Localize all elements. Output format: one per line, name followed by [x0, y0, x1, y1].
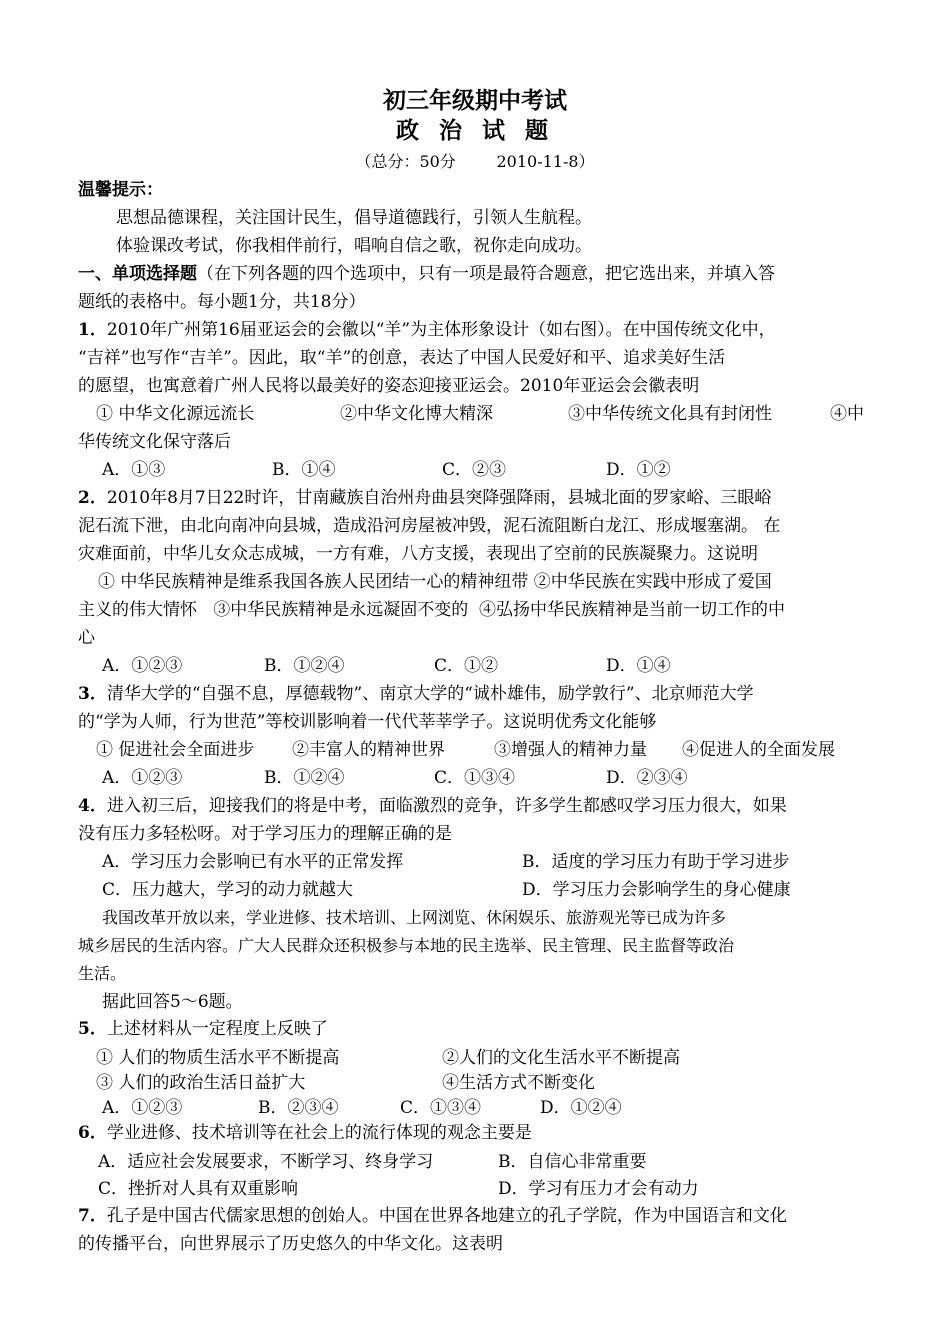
option-b[interactable]: B．①②④ [264, 768, 345, 788]
option-c[interactable]: C．②③ [442, 460, 507, 480]
section-instruction-cont: 题纸的表格中。每小题1分，共18分） [78, 292, 366, 312]
option-c[interactable]: C．挫折对人具有双重影响 [98, 1179, 299, 1199]
option-a[interactable]: A．适应社会发展要求，不断学习、终身学习 [98, 1152, 434, 1172]
section-title: 一、单项选择题 [78, 264, 197, 284]
question-5-stem [78, 1016, 880, 1044]
statement: ②中华文化博大精深 [340, 404, 493, 424]
question-1-number: 1． [78, 320, 107, 340]
option-a[interactable]: A．①③ [102, 460, 166, 480]
statement: ②人们的文化生活水平不断提高 [442, 1048, 680, 1068]
question-2-statement: 主义的伟大情怀 ③中华民族精神是永远凝固不变的 ④弘扬中华民族精神是当前一切工作的中 [78, 600, 786, 620]
option-a[interactable]: A．①②③ [102, 1098, 183, 1118]
question-4-line: 没有压力多轻松呀。对于学习压力的理解正确的是 [78, 824, 452, 844]
option-d[interactable]: D．①②④ [540, 1098, 622, 1118]
question-6-options-row2 [78, 1175, 880, 1202]
option-b[interactable]: B．适度的学习压力有助于学习进步 [522, 852, 790, 872]
question-2-statement: ① 中华民族精神是维系我国各族人民团结一心的精神纽带 ②中华民族在实践中形成了爱国 [98, 572, 772, 592]
material-line: 生活。 [78, 964, 127, 983]
statement: ① 中华文化源远流长 [96, 404, 255, 424]
question-2-stem [78, 484, 880, 512]
option-d[interactable]: D．②③④ [606, 768, 688, 788]
question-2-line: 2010年8月7日22时许，甘南藏族自治州舟曲县突降强降雨，县城北面的罗家峪、三眼峪 [106, 488, 772, 508]
option-d[interactable]: D．学习有压力才会有动力 [498, 1179, 699, 1199]
question-7-line: 孔子是中国古代儒家思想的创始人。中国在世界各地建立的孔子学院，作为中国语言和文化 [106, 1206, 787, 1226]
statement: ① 促进社会全面进步 [96, 740, 255, 760]
material-line: 我国改革开放以来，学业进修、技术培训、上网浏览、休闲娱乐、旅游观光等已成为许多 [102, 908, 727, 927]
option-c[interactable]: C．①③④ [400, 1098, 482, 1118]
question-6-number: 6． [78, 1123, 107, 1143]
option-d[interactable]: D．①② [606, 460, 671, 480]
option-a[interactable]: A．①②③ [102, 656, 183, 676]
option-a[interactable]: A．①②③ [102, 768, 183, 788]
exam-score-date: （总分：50分 2010-11-8） [355, 152, 595, 171]
question-7-number: 7． [78, 1206, 107, 1226]
statement: ③中华传统文化具有封闭性 [568, 404, 772, 424]
question-5-line: 上述材料从一定程度上反映了 [106, 1019, 328, 1039]
question-7-line: 的传播平台，向世界展示了历史悠久的中华文化。这表明 [78, 1234, 503, 1254]
question-4-number: 4． [78, 796, 107, 816]
question-5-statements-row1 [78, 1044, 880, 1069]
question-2-options [78, 652, 880, 680]
question-5-number: 5． [78, 1019, 107, 1039]
section-heading [78, 260, 880, 288]
question-3-stem [78, 680, 880, 708]
question-3-number: 3． [78, 684, 107, 704]
question-5-options [78, 1094, 880, 1120]
question-6-line: 学业进修、技术培训等在社会上的流行体现的观念主要是 [106, 1123, 532, 1143]
question-4-line: 进入初三后，迎接我们的将是中考，面临激烈的竞争，许多学生都感叹学习压力很大，如果 [106, 796, 787, 816]
option-c[interactable]: C．①③④ [434, 768, 516, 788]
statement: ① 人们的物质生活水平不断提高 [96, 1048, 340, 1068]
statement: ③增强人的精神力量 [494, 740, 647, 760]
question-3-line: 的“学为人师，行为世范”等校训影响着一代代莘莘学子。这说明优秀文化能够 [78, 712, 657, 732]
question-1-options [78, 456, 880, 484]
material-instruction: 据此回答5～6题。 [102, 992, 243, 1012]
option-c[interactable]: C．压力越大，学习的动力就越大 [102, 880, 354, 900]
statement: ②丰富人的精神世界 [292, 740, 445, 760]
question-7-stem [78, 1202, 880, 1230]
statement: ④促进人的全面发展 [682, 740, 835, 760]
question-2-statement: 心 [78, 628, 95, 648]
question-3-line: 清华大学的“自强不息，厚德载物”、南京大学的“诚朴雄伟，励学敦行”、北京师范大学 [106, 684, 754, 704]
question-4-options-row2 [78, 876, 880, 904]
option-b[interactable]: B．自信心非常重要 [498, 1152, 647, 1172]
question-1-statements [78, 400, 880, 428]
exam-content [78, 176, 880, 1258]
option-b[interactable]: B．②③④ [258, 1098, 339, 1118]
question-1-line: 2010年广州第16届亚运会的会徽以“羊”为主体形象设计（如右图）。在中国传统文化中， [106, 320, 776, 340]
section-instruction: （在下列各题的四个选项中，只有一项是最符合题意，把它选出来，并填入答 [197, 264, 775, 284]
tips-heading: 温馨提示： [78, 180, 163, 200]
option-d[interactable]: D．①④ [606, 656, 671, 676]
option-d[interactable]: D．学习压力会影响学生的身心健康 [522, 880, 791, 900]
question-6-options-row1 [78, 1148, 880, 1175]
statement: ④生活方式不断变化 [442, 1073, 595, 1093]
question-6-stem [78, 1120, 880, 1148]
question-1-line: 的愿望，也寓意着广州人民将以最美好的姿态迎接亚运会。2010年亚运会会徽表明 [78, 376, 700, 396]
material-line: 城乡居民的生活内容。广大人民群众还积极参与本地的民主选举、民主管理、民主监督等政治 [78, 936, 735, 955]
option-b[interactable]: B．①④ [272, 460, 336, 480]
question-1-stem [78, 316, 880, 344]
question-2-number: 2． [78, 488, 107, 508]
question-1-line: “吉祥”也写作“吉羊”。因此，取“羊”的创意，表达了中国人民爱好和平、追求美好生活 [78, 348, 726, 368]
exam-title: 初三年级期中考试 [383, 88, 567, 114]
exam-subject-title: 政 治 试 题 [395, 118, 555, 144]
statement: ④中 [830, 404, 864, 424]
question-5-statements-row2 [78, 1069, 880, 1094]
question-2-line: 泥石流下泄，由北向南冲向县城，造成沿河房屋被冲毁，泥石流阻断白龙江、形成堰塞湖。 在 [78, 516, 781, 536]
question-4-options-row1 [78, 848, 880, 876]
option-c[interactable]: C．①② [434, 656, 499, 676]
statement: ③ 人们的政治生活日益扩大 [96, 1073, 306, 1093]
question-4-stem [78, 792, 880, 820]
tips-line-2: 体验课改考试，你我相伴前行，唱响自信之歌，祝你走向成功。 [116, 236, 592, 256]
tips-line-1: 思想品德课程，关注国计民生，倡导道德践行，引领人生航程。 [116, 208, 592, 228]
question-3-statements [78, 736, 880, 764]
question-3-options [78, 764, 880, 792]
option-a[interactable]: A．学习压力会影响已有水平的正常发挥 [102, 852, 404, 872]
statement-cont: 华传统文化保守落后 [78, 432, 231, 452]
question-2-line: 灾难面前，中华儿女众志成城，一方有难，八方支援，表现出了空前的民族凝聚力。这说明 [78, 544, 758, 564]
option-b[interactable]: B．①②④ [264, 656, 345, 676]
